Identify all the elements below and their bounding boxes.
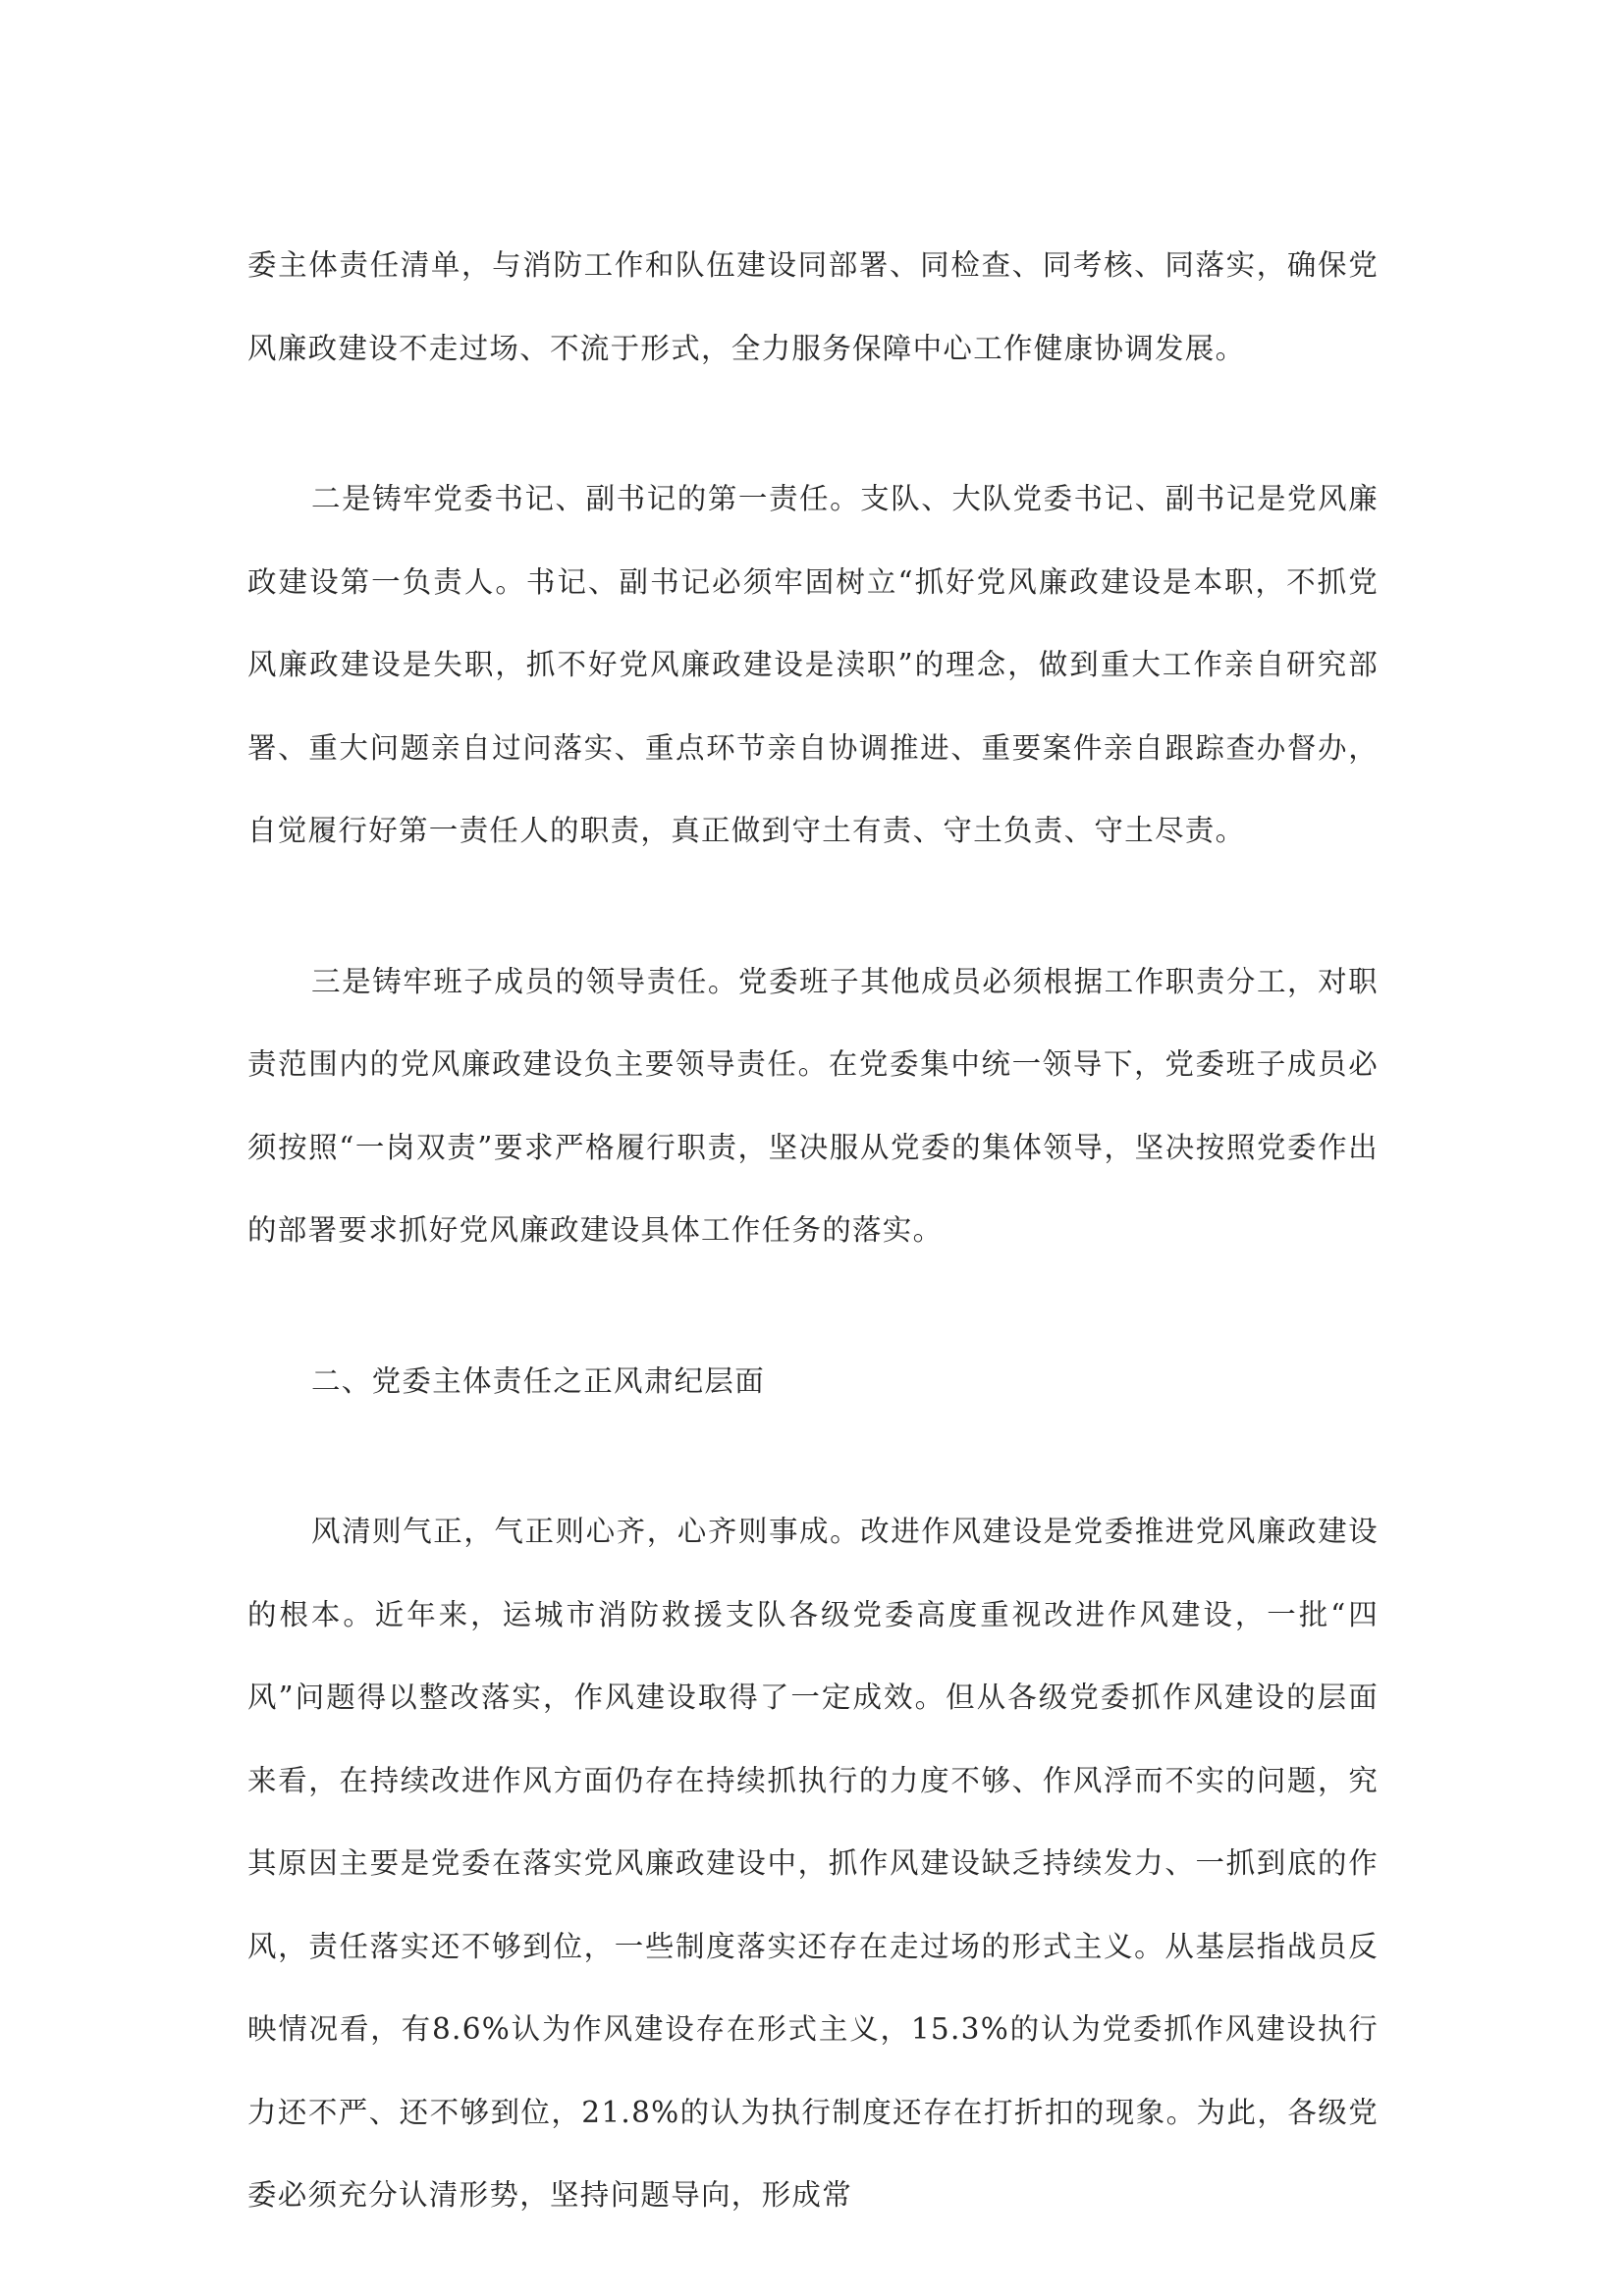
paragraph-style-building: 风清则气正，气正则心齐，心齐则事成。改进作风建设是党委推进党风廉政建设的根本。近年来，运城市消防救援支队各级党委高度重视改进作风建设，一批“四风”问题得以整改落实，作风建设取得了一定成效。但从各级党委抓作风建设的层面来看，在持续改进作风方面仍存在持续抓执行的力度不够、作风浮而不实的问题，究其原因主要是党委在落实党风廉政建设中，抓作风建设缺乏持续发力、一抓到底的作风，责任落实还不够到位，一些制度落实还存在走过场的形式主义。从基层指战员反映情况看，有8.6%认为作风建设存在形式主义，15.3%的认为党委抓作风建设执行力还不严、还不够到位，21.8%的认为执行制度还存在打折扣的现象。为此，各级党委必须充分认清形势，坚持问题导向，形成常 <box>247 1515 1379 2212</box>
paragraph-spacer <box>247 1272 1379 1340</box>
section-heading: 二、党委主体责任之正风肃纪层面 <box>311 1363 766 1398</box>
paragraph-first-responsibility: 二是铸牢党委书记、副书记的第一责任。支队、大队党委书记、副书记是党风廉政建设第一负责人。书记、副书记必须牢固树立“抓好党风廉政建设是本职，不抓党风廉政建设是失职，抓不好党风廉政建设是渎职”的理念，做到重大工作亲自研究部署、重大问题亲自过问落实、重点环节亲自协调推进、重要案件亲自跟踪查办督办，自觉履行好第一责任人的职责，真正做到守土有责、守土负责、守土尽责。 <box>247 482 1379 847</box>
paragraph-spacer <box>247 1422 1379 1490</box>
paragraph-spacer <box>247 390 1379 457</box>
paragraph-leadership-responsibility: 三是铸牢班子成员的领导责任。党委班子其他成员必须根据工作职责分工，对职责范围内的党风廉政建设负主要领导责任。在党委集中统一领导下，党委班子成员必须按照“一岗双责”要求严格履行职责，坚决服从党委的集体领导，坚决按照党委作出的部署要求抓好党风廉政建设具体工作任务的落实。 <box>247 964 1379 1247</box>
document-body <box>247 224 1379 2237</box>
paragraph-spacer <box>247 873 1379 940</box>
paragraph-continuation: 委主体责任清单，与消防工作和队伍建设同部署、同检查、同考核、同落实，确保党风廉政建设不走过场、不流于形式，全力服务保障中心工作健康协调发展。 <box>247 248 1379 365</box>
